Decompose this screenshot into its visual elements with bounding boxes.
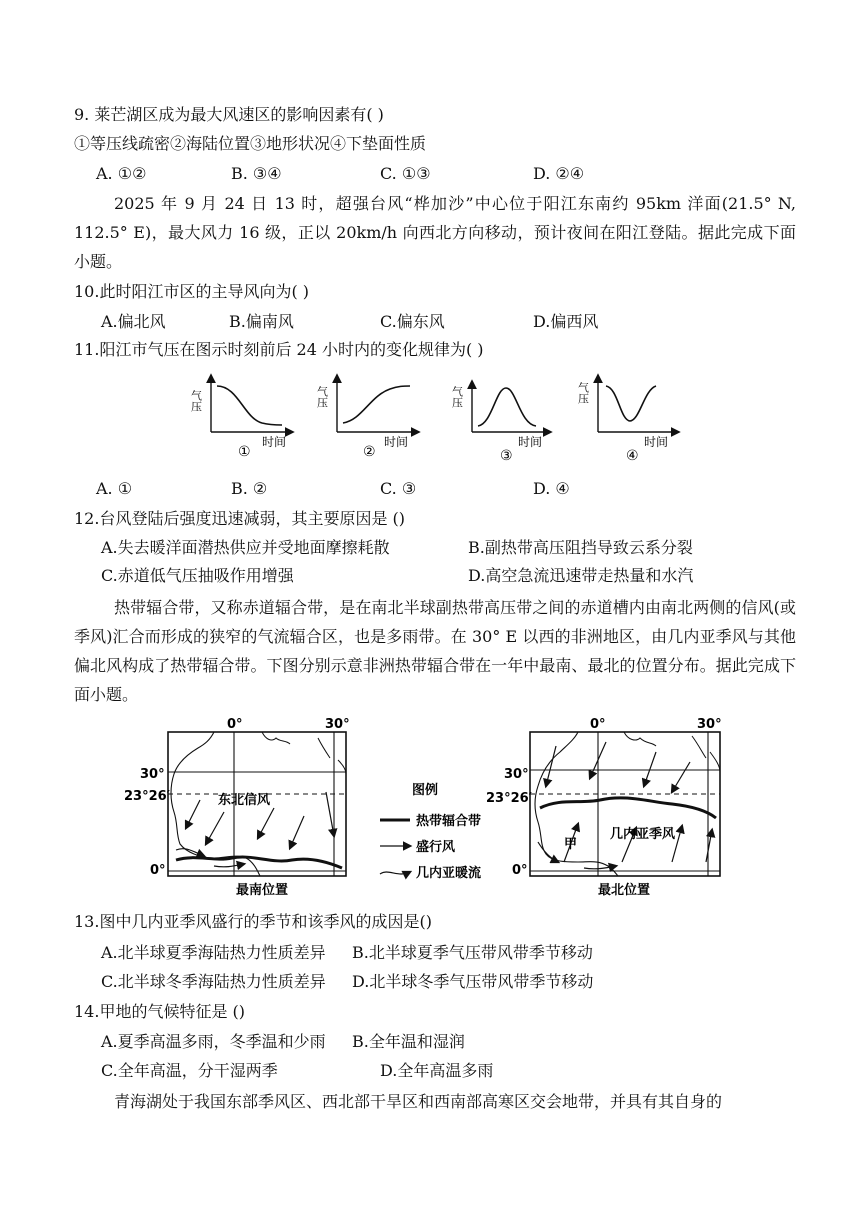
pressure-graph-4 (577, 376, 679, 464)
legend-prevailing-wind: 盛行风 (416, 840, 456, 855)
q10-option-b: B.偏南风 (229, 312, 294, 331)
q14-option-c: C.全年高温，分干湿两季 (101, 1061, 278, 1080)
q11-option-b: B. ② (231, 479, 268, 498)
q12-option-c: C.赤道低气压抽吸作用增强 (101, 566, 294, 585)
q13-option-c: C.北半球冬季海陆热力性质差异 (101, 972, 326, 991)
passage-itcz: 热带辐合带，又称赤道辐合带，是在南北半球副热带高压带之间的赤道槽内由南北两侧的信风(或季风)汇合而形成的狭窄的气流辐合区，也是多雨带。在 30° E 以西的非洲地区，由几内亚季风与其他偏北风构成了热带辐合带。下图分别示意非洲热带辐合带在一年中最南、最北的位置分布。据此完成下面小题。 (74, 598, 796, 704)
q12-option-b: B.副热带高压阻挡导致云系分裂 (468, 538, 693, 557)
right-lon30: 30° (697, 717, 722, 732)
legend-title: 图例 (412, 783, 439, 798)
q12-stem: 12.台风登陆后强度迅速减弱，其主要原因是 () (74, 509, 406, 528)
q9-option-a: A. ①② (96, 164, 147, 183)
map-northernmost (486, 717, 722, 898)
q13-option-d: D.北半球冬季气压带风带季节移动 (352, 972, 594, 991)
legend-guinea-current: 几内亚暖流 (416, 866, 482, 881)
map-southernmost (124, 717, 350, 898)
q13-option-b: B.北半球夏季气压带风带季节移动 (352, 943, 593, 962)
graph4-ylabel: 气压 (576, 382, 590, 404)
q10-stem: 10.此时阳江市区的主导风向为( ) (74, 282, 310, 301)
right-lat0: 0° (512, 863, 528, 878)
left-lon30: 30° (325, 717, 350, 732)
graph1-ylabel: 气压 (189, 390, 203, 412)
pressure-graph-3 (451, 382, 551, 464)
right-caption: 最北位置 (598, 883, 651, 898)
right-lat30: 30° (504, 767, 529, 782)
q9-option-d: D. ②④ (533, 164, 585, 183)
passage-typhoon: 2025 年 9 月 24 日 13 时，超强台风“桦加沙”中心位于阳江东南约 95km 洋面(21.5° N, 112.5° E)，最大风力 16 级，正以 20km/h 向西北方向移动，预计夜间在阳江登陆。据此完成下面小题。 (74, 194, 796, 271)
pressure-graph-2 (316, 376, 419, 460)
pressure-graph-1 (190, 376, 293, 460)
right-wind-label: 几内亚季风 (610, 827, 676, 842)
q10-option-a: A.偏北风 (101, 312, 166, 331)
graph2-label: ② (363, 444, 376, 460)
left-lat0: 0° (150, 863, 166, 878)
legend-itcz: 热带辐合带 (416, 814, 482, 829)
left-lat30: 30° (140, 767, 165, 782)
q11-option-d: D. ④ (533, 479, 570, 498)
graph3-label: ③ (500, 448, 513, 464)
q13-option-a: A.北半球夏季海陆热力性质差异 (101, 943, 326, 962)
q11-option-a: A. ① (96, 479, 133, 498)
left-lat2326: 23°26′ (124, 789, 171, 804)
q14-option-a: A.夏季高温多雨，冬季温和少雨 (101, 1032, 326, 1051)
graph4-xlabel: 时间 (644, 435, 669, 449)
graph4-label: ④ (626, 448, 639, 464)
left-caption: 最南位置 (236, 883, 289, 898)
q14-option-b: B.全年温和湿润 (352, 1032, 465, 1051)
q11-option-c: C. ③ (380, 479, 417, 498)
graph2-ylabel: 气压 (315, 386, 329, 408)
graph3-ylabel: 气压 (450, 386, 464, 408)
left-lon0: 0° (227, 717, 243, 732)
q11-stem: 11.阳江市气压在图示时刻前后 24 小时内的变化规律为( ) (74, 340, 484, 359)
graph3-xlabel: 时间 (518, 435, 543, 449)
africa-itcz-maps (0, 712, 868, 900)
map-legend (380, 782, 481, 881)
q12-option-d: D.高空急流迅速带走热量和水汽 (468, 566, 694, 585)
q9-option-b: B. ③④ (231, 164, 282, 183)
q14-stem: 14.甲地的气候特征是 () (74, 1002, 246, 1021)
passage-qinghai: 青海湖处于我国东部季风区、西北部干旱区和西南部高寒区交会地带，并具有其自身的 (114, 1092, 723, 1111)
q9-option-c: C. ①③ (380, 164, 431, 183)
q10-option-d: D.偏西风 (533, 312, 599, 331)
q13-stem: 13.图中几内亚季风盛行的季节和该季风的成因是() (74, 912, 432, 931)
right-lat2326: 23°26′ (486, 791, 533, 806)
graph1-xlabel: 时间 (262, 435, 287, 449)
q12-option-a: A.失去暖洋面潜热供应并受地面摩擦耗散 (101, 538, 390, 557)
q9-factors: ①等压线疏密②海陆位置③地形状况④下垫面性质 (74, 134, 427, 153)
q10-option-c: C.偏东风 (380, 312, 445, 331)
left-wind-label: 东北信风 (218, 793, 271, 808)
place-jia: 甲 (564, 837, 578, 852)
graph2-xlabel: 时间 (384, 435, 409, 449)
q9-stem: 9. 莱芒湖区成为最大风速区的影响因素有( ) (74, 105, 384, 124)
graph1-label: ① (238, 444, 251, 460)
q14-option-d: D.全年高温多雨 (380, 1061, 494, 1080)
right-lon0: 0° (590, 717, 606, 732)
pressure-graphs (0, 368, 868, 468)
